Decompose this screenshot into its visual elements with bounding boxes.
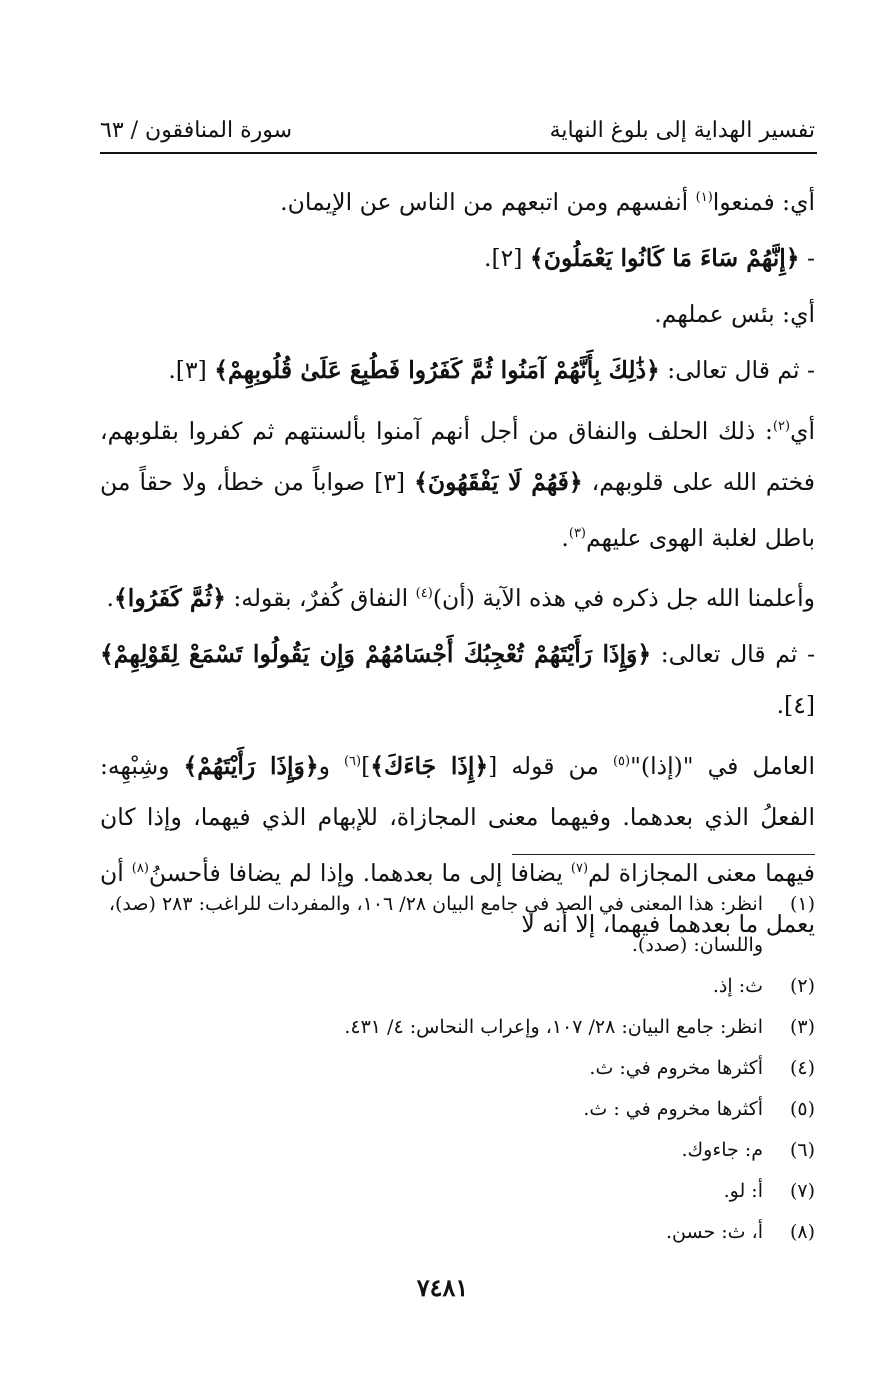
footnote-number: (٦): [789, 1139, 815, 1161]
footnote-ref: (٦): [343, 754, 362, 770]
paragraph: [100, 172, 815, 228]
book-title: تفسير الهداية إلى بلوغ النهاية: [549, 117, 815, 143]
quran-verse: ﴿إِنَّهُمْ سَاءَ مَا كَانُوا يَعْمَلُونَ﴾: [529, 243, 800, 272]
text-run: أي: بئس عملهم.: [654, 299, 815, 328]
text-run: أن يعمل ما بعدهما فيهما، إلا أنه لا: [100, 858, 815, 938]
footnotes: [100, 884, 815, 1253]
paragraph: [100, 345, 815, 396]
footnote-item: [100, 884, 815, 966]
footnote-item: [100, 966, 815, 1007]
footnote-item: [100, 1089, 815, 1130]
verse-number: [٤].: [776, 691, 815, 720]
footnote-number: (٢): [789, 975, 815, 997]
text-run: العامل في "(إذا)": [630, 752, 815, 781]
paragraph: [100, 401, 815, 564]
quran-verse: ﴿إِذَا جَاءَكَ﴾: [370, 752, 489, 781]
paragraph: [100, 233, 815, 284]
footnote-text: ث: إذ.: [712, 975, 763, 997]
footnote-divider: [512, 854, 815, 855]
footnote-number: (٧): [789, 1180, 815, 1202]
footnote-ref: (١): [695, 190, 713, 205]
quran-verse: ﴿ثُمَّ كَفَرُوا﴾: [114, 584, 226, 613]
footnote-ref: (٢): [772, 418, 791, 434]
text-run: أي: فمنعوا: [712, 187, 815, 216]
footnote-number: (٥): [789, 1098, 815, 1120]
text-run: و: [318, 752, 344, 781]
footnote-item: [100, 1212, 815, 1253]
text-run: - ثم قال تعالى:: [651, 640, 816, 669]
header-divider: [100, 152, 817, 154]
text-run: وشِبْهِه: الفعلُ الذي بعدهما. وفيهما معنى المجازاة، للإبهام الذي فيهما، وإذا كان فيهما معنى المجازاة لم: [100, 752, 816, 887]
text-run: من قوله [: [488, 752, 613, 781]
running-header: [100, 112, 815, 148]
quran-verse: ﴿ذَٰلِكَ بِأَنَّهُمْ آمَنُوا ثُمَّ كَفَرُوا فَطُبِعَ عَلَىٰ قُلُوبِهِمْ﴾: [214, 355, 660, 384]
text-run: وأعلمنا الله جل ذكره في هذه الآية (أن): [432, 584, 815, 613]
footnote-number: (٨): [789, 1221, 815, 1243]
paragraph: [100, 629, 815, 731]
surah-page-label: سورة المنافقون / ٦٣: [100, 117, 293, 143]
footnote-item: [100, 1130, 815, 1171]
text-run: أنفسهم ومن اتبعهم من الناس عن الإيمان.: [280, 187, 696, 216]
paragraph: [100, 289, 815, 340]
footnote-number: (١): [789, 893, 815, 915]
text-run: .: [561, 523, 569, 552]
verse-number: [٢].: [484, 243, 530, 272]
footnote-text: انظر: جامع البيان: ٢٨/ ١٠٧، وإعراب النحاس: ٤/ ٤٣١.: [344, 1016, 763, 1038]
text-run: ]: [361, 752, 371, 781]
text-run: -: [799, 243, 815, 272]
verse-number: [٣].: [168, 355, 215, 384]
footnote-number: (٣): [789, 1016, 815, 1038]
footnote-text: انظر: هذا المعنى في الصد في جامع البيان ٢٨/ ١٠٦، والمفردات للراغب: ٢٨٣ (صد)، واللسان: (صدد).: [108, 893, 763, 956]
quran-verse: ﴿فَهُمْ لَا يَفْقَهُونَ﴾: [414, 467, 583, 496]
text-run: النفاق كُفرٌ، بقوله:: [225, 584, 416, 613]
main-text: [100, 172, 815, 955]
text-run: .: [106, 584, 115, 613]
footnote-item: [100, 1007, 815, 1048]
footnote-text: أكثرها مخروم في : ث.: [583, 1098, 763, 1120]
footnote-item: [100, 1171, 815, 1212]
text-run: - ثم قال تعالى:: [659, 355, 815, 384]
footnote-ref: (٥): [612, 754, 631, 770]
text-run: [٣] صواباً من خطأ، ولا حقاً من باطل لغلبة الهوى عليهم: [100, 467, 815, 552]
footnote-text: أكثرها مخروم في: ث.: [589, 1057, 763, 1079]
footnote-ref: (٨): [131, 861, 149, 877]
quran-verse: ﴿وَإِذَا رَأَيْتَهُمْ تُعْجِبُكَ أَجْسَامُهُمْ وَإِن يَقُولُوا تَسْمَعْ لِقَوْلِهِمْ﴾: [100, 640, 652, 669]
text-run: : ذلك الحلف والنفاق من أجل أنهم آمنوا بألسنتهم ثم كفروا بقلوبهم، فختم الله على قلوبهم،: [100, 416, 816, 496]
footnote-ref: (٣): [568, 525, 586, 541]
text-run: يضافا إلى ما بعدهما. وإذا لم يضافا فأحسنُ: [148, 858, 571, 887]
footnote-text: م: جاءوك.: [681, 1139, 763, 1161]
footnote-ref: (٧): [570, 861, 589, 877]
page-number: ٧٤٨١: [416, 1273, 469, 1302]
footnote-ref: (٤): [415, 586, 433, 602]
text-run: أي: [790, 416, 815, 445]
paragraph: [100, 568, 815, 624]
footnote-text: أ: لو.: [723, 1180, 763, 1202]
footnote-item: [100, 1048, 815, 1089]
quran-verse: ﴿وَإِذَا رَأَيْتَهُمْ﴾: [183, 752, 319, 781]
footnote-text: أ، ث: حسن.: [666, 1221, 763, 1243]
footnote-number: (٤): [789, 1057, 815, 1079]
